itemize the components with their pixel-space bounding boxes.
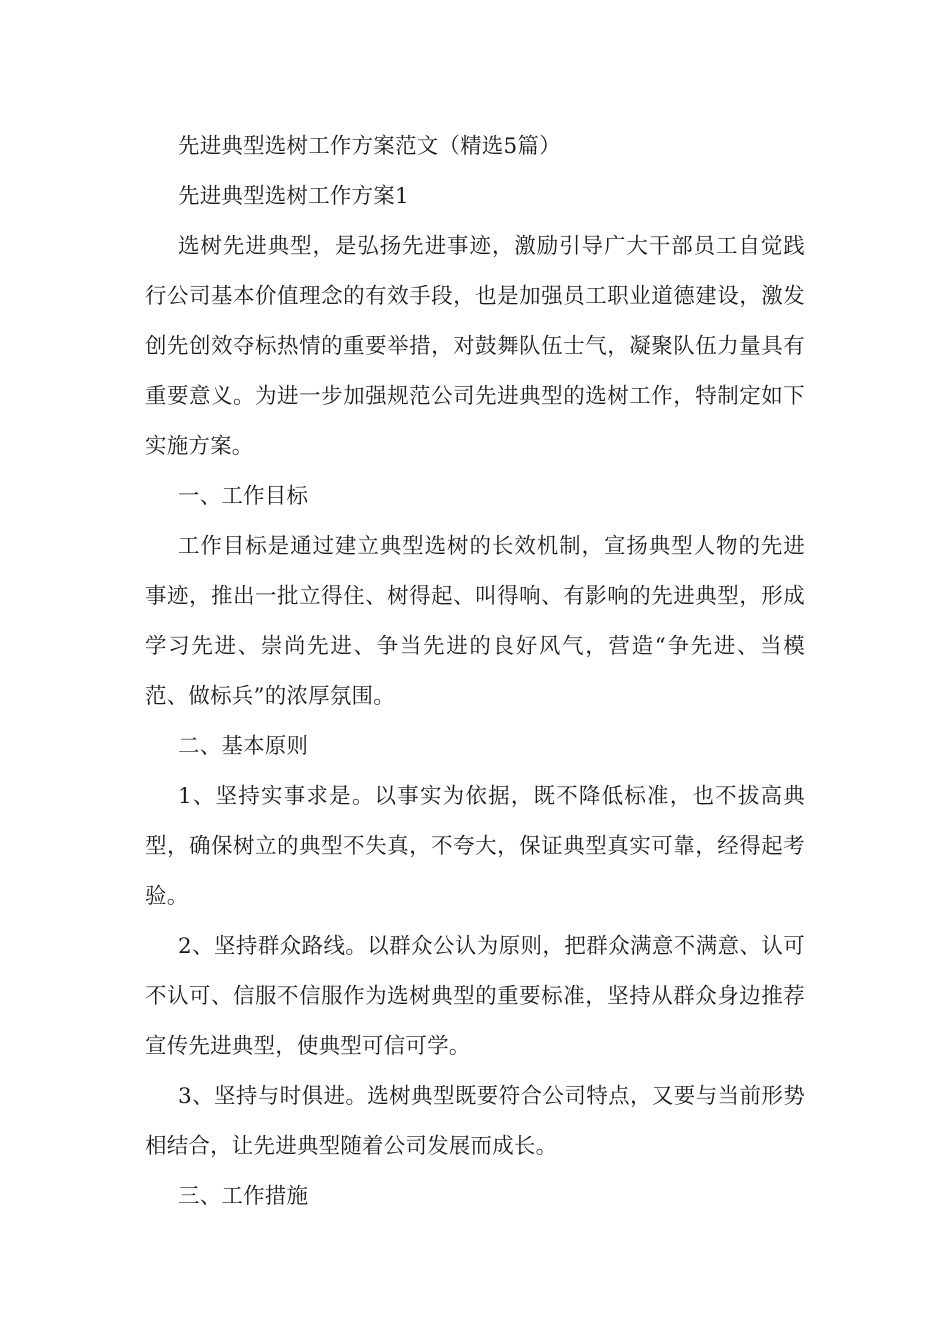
body-paragraph: 选树先进典型，是弘扬先进事迹，激励引导广大干部员工自觉践行公司基本价值理念的有效手段，也是加强员工职业道德建设，激发创先创效夺标热情的重要举措，对鼓舞队伍士气，凝聚队伍力量具有重要意义。为进一步加强规范公司先进典型的选树工作，特制定如下实施方案。 bbox=[145, 234, 805, 459]
list-item-principle-2: 2、坚持群众路线。以群众公认为原则，把群众满意不满意、认可不认可、信服不信服作为选树典型的重要标准，坚持从群众身边推荐宣传先进典型，使典型可信可学。 bbox=[145, 934, 805, 1059]
subheading-measures: 三、工作措施 bbox=[178, 1184, 309, 1209]
section-title: 先进典型选树工作方案1 bbox=[178, 184, 409, 209]
list-item-principle-1: 1、坚持实事求是。以事实为依据，既不降低标准，也不拔高典型，确保树立的典型不失真，不夸大，保证典型真实可靠，经得起考验。 bbox=[145, 784, 805, 909]
subheading-principles: 二、基本原则 bbox=[178, 734, 309, 759]
document-body bbox=[145, 122, 805, 1222]
subheading-goals: 一、工作目标 bbox=[178, 484, 309, 509]
list-item-principle-3: 3、坚持与时俱进。选树典型既要符合公司特点，又要与当前形势相结合，让先进典型随着公司发展而成长。 bbox=[145, 1084, 805, 1159]
document-title: 先进典型选树工作方案范文（精选5篇） bbox=[178, 134, 561, 159]
body-paragraph: 工作目标是通过建立典型选树的长效机制，宣扬典型人物的先进事迹，推出一批立得住、树得起、叫得响、有影响的先进典型，形成学习先进、崇尚先进、争当先进的良好风气，营造“争先进、当模范、做标兵”的浓厚氛围。 bbox=[145, 534, 805, 709]
